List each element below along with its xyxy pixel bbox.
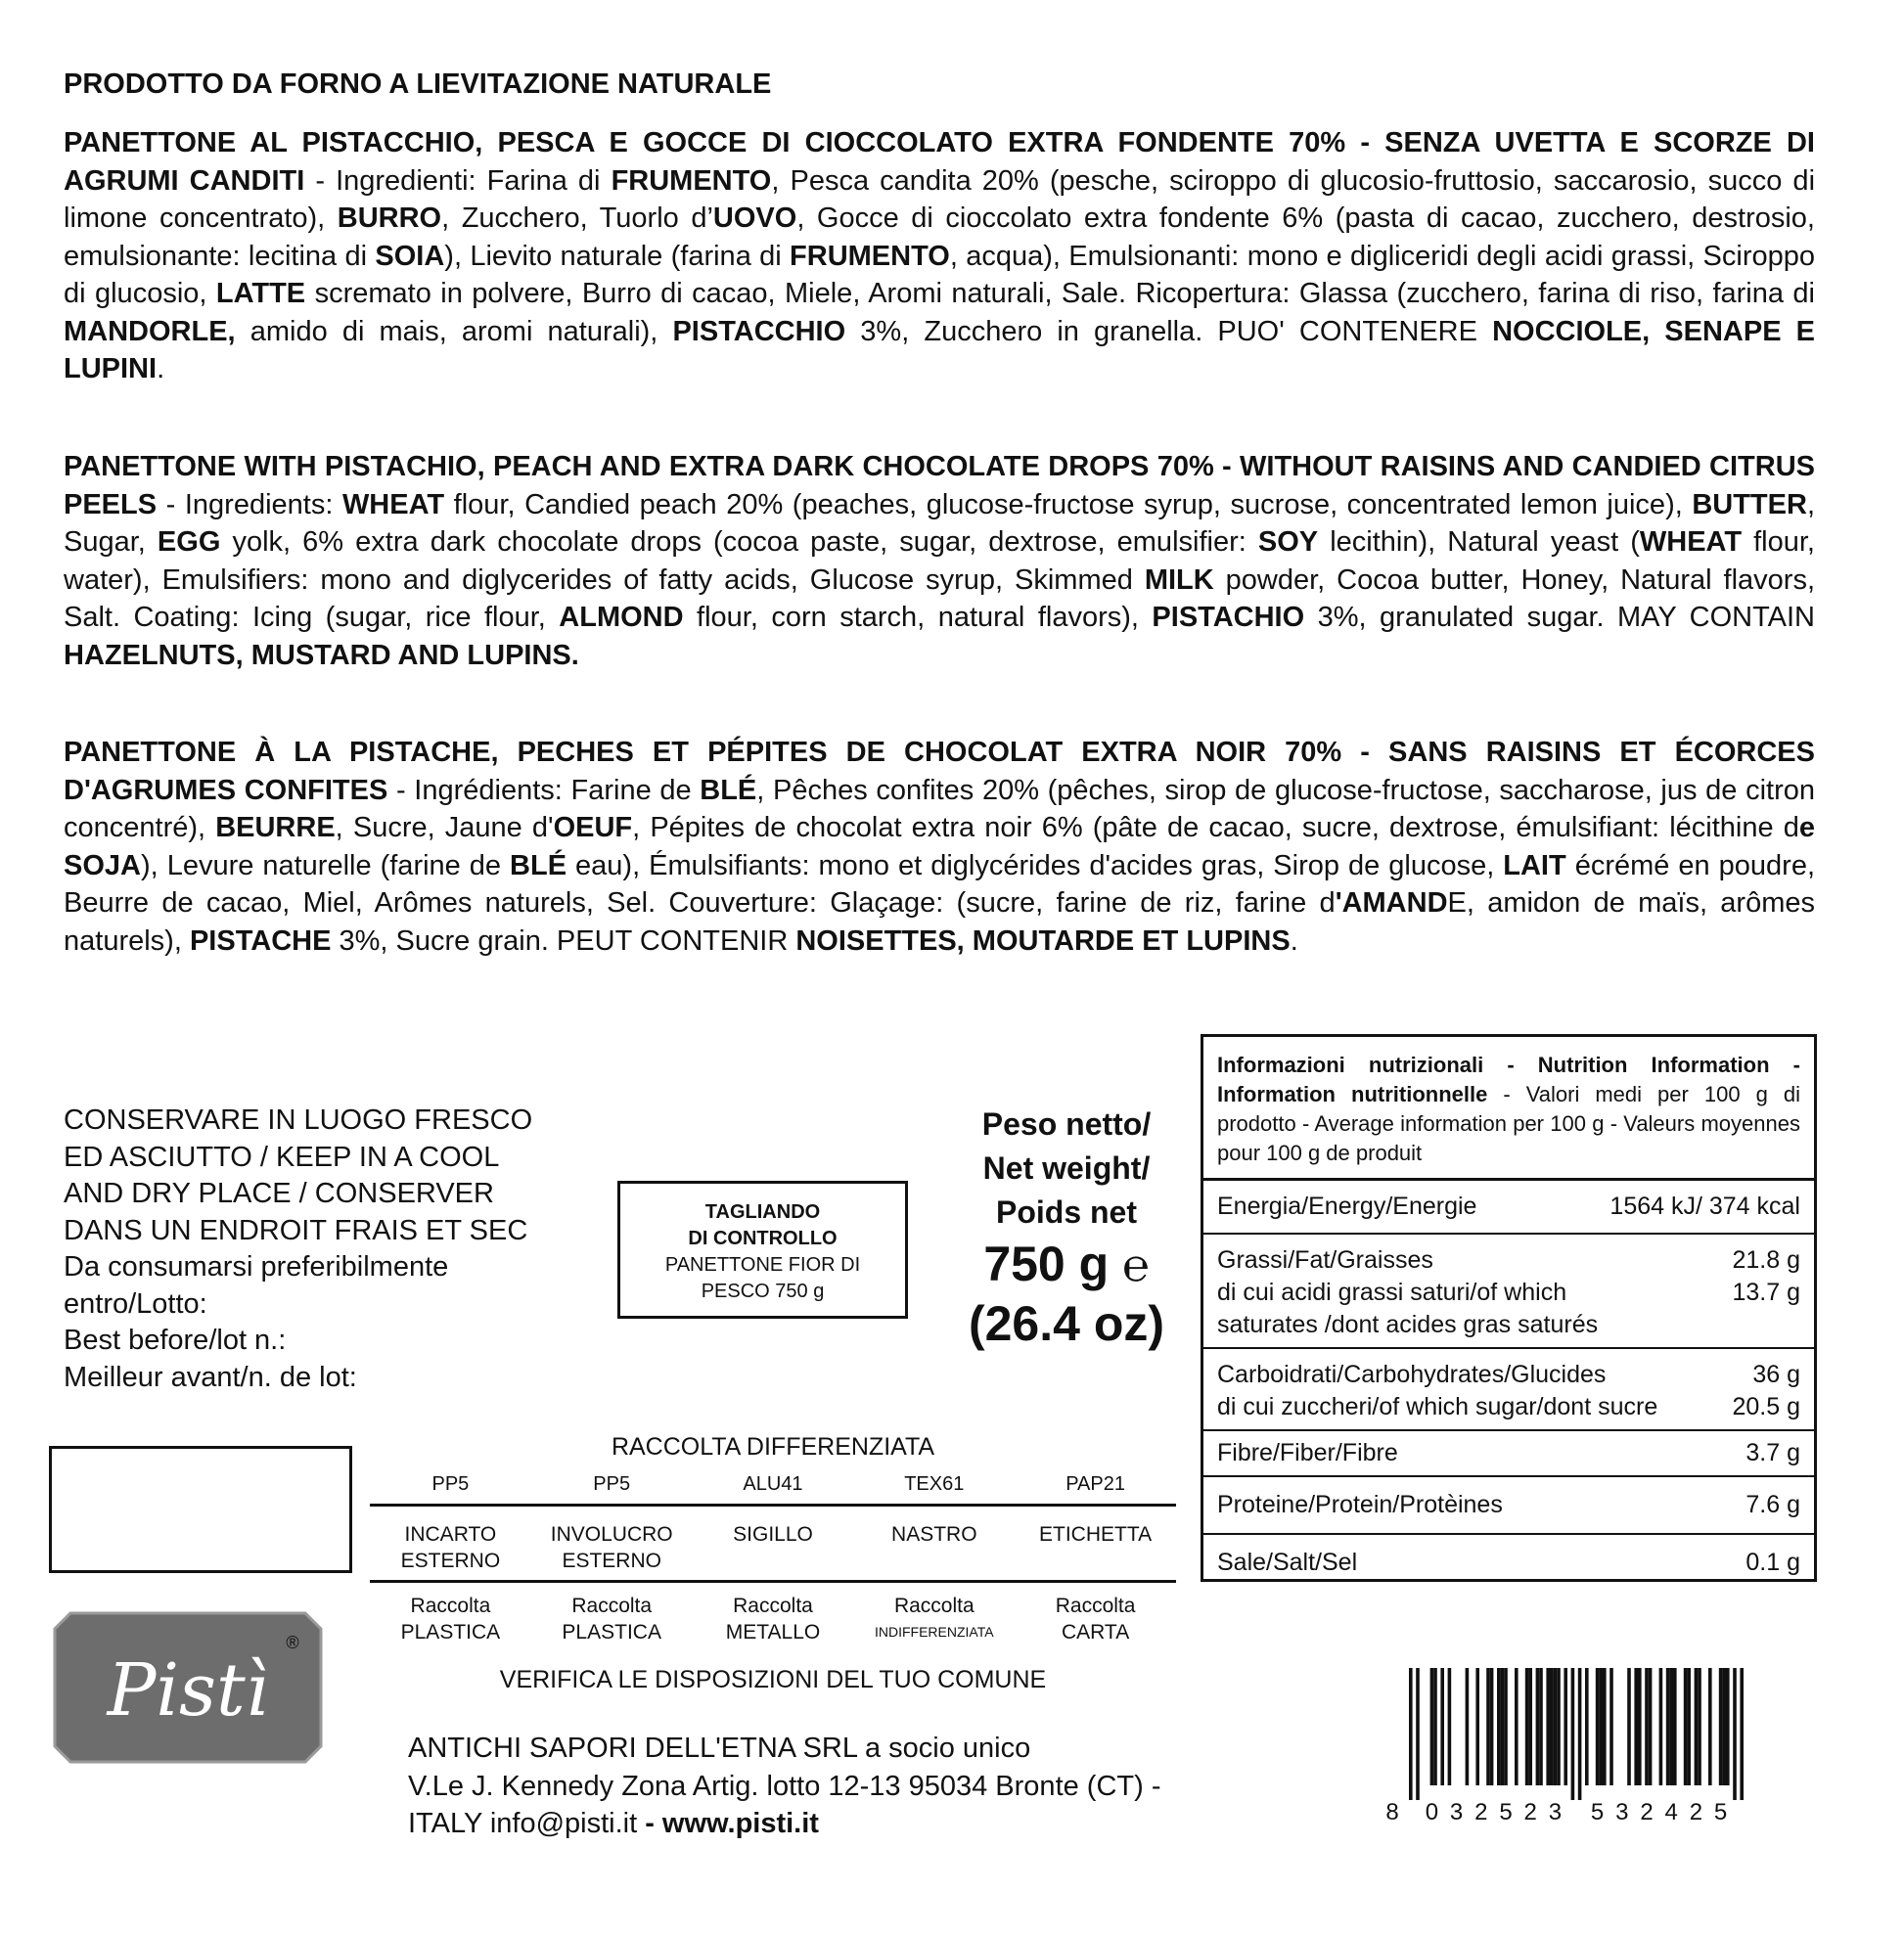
barcode-bar — [1501, 1668, 1505, 1785]
text-segment: - Ingredients: — [157, 488, 342, 520]
text-segment: flour, water), Emulsifiers: mono and diglycerides of fatty acids, Glucose syrup, Skimmed — [64, 526, 1815, 596]
text-segment: 3%, Sucre grain. PEUT CONTENIR — [331, 924, 796, 957]
barcode-bar — [1645, 1668, 1649, 1785]
barcode-bar — [1687, 1668, 1691, 1785]
nutrient-value: 3.7 g — [1745, 1439, 1800, 1466]
recycling-code: ALU41 — [743, 1473, 803, 1495]
type-line: Raccolta — [1055, 1595, 1136, 1617]
nutrient-values — [1745, 1437, 1800, 1469]
nutrient-value: 0.1 g — [1745, 1549, 1800, 1576]
nutrient-value: 7.6 g — [1745, 1491, 1800, 1518]
text-segment: - Valori medi per 100 g di prodotto - Average information per 100 g - Valeurs moyennes pour 100 g de produit — [1217, 1082, 1800, 1165]
recycling-component — [370, 1521, 531, 1580]
bold-segment: FRUMENTO — [611, 164, 772, 197]
best-before-line: entro/Lotto: — [64, 1287, 207, 1320]
bold-segment: OEUF — [553, 812, 633, 843]
bold-segment: FRUMENTO — [790, 240, 950, 272]
storage-line: CONSERVARE IN LUOGO FRESCO — [64, 1104, 533, 1136]
nutrient-label: Energia/Energy/Energie — [1217, 1193, 1477, 1220]
net-weight-label: Net weight/ — [982, 1150, 1151, 1186]
nutrient-labels — [1217, 1191, 1609, 1223]
nutrition-row — [1203, 1349, 1814, 1431]
grams-value: 750 g — [983, 1237, 1110, 1291]
text-segment: , acqua), Emulsionanti: mono e digliceridi degli acidi grassi, Sciroppo di glucosio, — [64, 240, 1815, 309]
barcode-digit: 2 — [1689, 1799, 1703, 1824]
type-line: Raccolta — [410, 1595, 491, 1617]
barcode-bar — [1659, 1668, 1663, 1785]
recycling-type — [693, 1593, 854, 1645]
ean13-barcode — [1375, 1663, 1815, 1824]
recycling-type — [370, 1593, 531, 1645]
recycling-components-row — [370, 1507, 1176, 1583]
barcode-digit: 5 — [1499, 1799, 1513, 1824]
text-segment: scremato in polvere, Burro di cacao, Miele, Aromi naturali, Sale. Ricopertura: Glassa (zucchero, farina di riso, farina di — [305, 278, 1815, 309]
ingredients-italian — [64, 124, 1815, 388]
barcode-bar — [1490, 1668, 1494, 1785]
company-email: ITALY info@pisti.it — [408, 1808, 646, 1839]
type-line: Raccolta — [893, 1595, 975, 1617]
text-segment: ), Lievito naturale (farina di — [444, 240, 791, 272]
bold-segment: SOIA — [375, 240, 445, 272]
text-segment: lecithin), Natural yeast ( — [1318, 526, 1640, 558]
nutrient-values — [1745, 1489, 1800, 1521]
bold-segment: MILK — [1144, 563, 1214, 596]
bold-segment: SOY — [1257, 526, 1319, 558]
nutrient-value: 20.5 g — [1732, 1393, 1800, 1420]
text-segment: yolk, 6% extra dark chocolate drops (cocoa paste, sugar, dextrose, emulsifier: — [220, 526, 1258, 558]
barcode-bar — [1708, 1668, 1712, 1785]
nutrition-row — [1203, 1535, 1814, 1585]
best-before-line: Meilleur avant/n. de lot: — [64, 1361, 357, 1393]
recycling-type — [531, 1593, 693, 1645]
nutrition-header — [1203, 1037, 1814, 1181]
storage-line: AND DRY PLACE / CONSERVER — [64, 1178, 494, 1209]
barcode-bar — [1649, 1668, 1653, 1785]
barcode-bar — [1666, 1668, 1670, 1785]
nutrition-table — [1201, 1034, 1817, 1582]
barcode-bar — [1698, 1668, 1701, 1785]
recycling-code: PAP21 — [1065, 1473, 1125, 1495]
text-segment: eau), Émulsifiants: mono et diglycérides d'acides gras, Sirop de glucose, — [567, 849, 1504, 881]
bold-segment: HAZELNUTS, MUSTARD AND LUPINS. — [64, 639, 579, 671]
bold-segment: LAIT — [1503, 849, 1566, 881]
recycling-type — [1015, 1593, 1176, 1645]
recycling-title: RACCOLTA DIFFERENZIATA — [611, 1433, 935, 1461]
nutrient-values — [1745, 1547, 1800, 1579]
text-segment: , Pesca candita 20% (pesche, sciroppo di glucosio-fruttosio, saccarosio, succo di limone concentrato), — [64, 164, 1816, 234]
bold-segment: BEURRE — [215, 812, 336, 843]
bold-segment: BURRO — [337, 203, 442, 234]
nutrient-values — [1732, 1244, 1800, 1341]
barcode-digit: 5 — [1590, 1799, 1605, 1824]
company-info — [408, 1730, 1161, 1843]
component-line: ESTERNO — [562, 1550, 661, 1572]
barcode-bar — [1440, 1668, 1444, 1785]
type-line: Raccolta — [571, 1595, 653, 1617]
barcode-bar — [1603, 1668, 1607, 1785]
barcode-bar — [1554, 1668, 1558, 1785]
logo-text: Pistì — [107, 1648, 269, 1733]
bold-segment: e SOJA — [64, 812, 1815, 881]
company-name: ANTICHI SAPORI DELL'ETNA SRL a socio unico — [408, 1733, 1031, 1764]
type-line: CARTA — [1061, 1621, 1130, 1644]
barcode-digit: 2 — [1640, 1799, 1654, 1824]
bold-segment: BUTTER — [1692, 488, 1807, 520]
text-segment: écrémé en poudre, Beurre de cacao, Miel, Arômes naturels, Sel. Couverture: Glaçage: (sucre, farine de riz, farine d — [64, 849, 1815, 919]
text-segment: ), Levure naturelle (farine de — [140, 849, 511, 881]
barcode-bar — [1448, 1668, 1452, 1785]
barcode-bar — [1722, 1668, 1726, 1785]
barcode-bar — [1557, 1668, 1561, 1785]
bold-segment: EGG — [157, 526, 221, 558]
recycling-component — [853, 1521, 1015, 1580]
nutrient-label: Proteine/Protein/Protèines — [1217, 1491, 1503, 1518]
nutrient-value: 36 g — [1752, 1361, 1800, 1388]
barcode-bar — [1627, 1668, 1631, 1785]
text-segment: , Zucchero, Tuorlo d’ — [441, 203, 713, 234]
type-line: PLASTICA — [400, 1621, 501, 1644]
barcode-bar — [1578, 1668, 1582, 1800]
recycling-code: PP5 — [593, 1473, 631, 1495]
text-segment: flour, corn starch, natural flavors), — [683, 602, 1153, 633]
barcode-digit: 2 — [1474, 1799, 1488, 1824]
registered-mark: ® — [286, 1633, 299, 1652]
bold-segment: BLÉ — [510, 849, 567, 881]
barcode-bar — [1416, 1668, 1420, 1800]
text-segment: , Pêches confites 20% (pêches, sirop de glucose-fructose, saccharose, jus de citron concentré), — [64, 774, 1815, 843]
nutrient-label: Carboidrati/Carbohydrates/Glucides — [1217, 1361, 1607, 1388]
type-line: Raccolta — [733, 1595, 813, 1617]
nutrient-labels — [1217, 1547, 1745, 1579]
nutrient-labels — [1217, 1489, 1745, 1521]
barcode-bar — [1571, 1668, 1575, 1800]
text-segment: 3%, granulated sugar. MAY CONTAIN — [1304, 602, 1815, 633]
nutrient-label: di cui acidi grassi saturi/of which — [1217, 1279, 1567, 1306]
recycling-component — [693, 1521, 854, 1580]
text-segment: E, amidon de maïs, arômes naturels), — [64, 887, 1815, 957]
bold-segment: PANETTONE À LA PISTACHE, PECHES ET PÉPITES DE CHOCOLAT EXTRA NOIR 70% - SANS RAISINS ET ÉCORCES D'AGRUMES CONFITES — [64, 737, 1815, 806]
barcode-bar — [1726, 1668, 1730, 1785]
component-line: ETICHETTA — [1039, 1523, 1153, 1546]
text-segment: - Ingredienti: Farina di — [304, 164, 612, 197]
component-line: SIGILLO — [733, 1523, 813, 1546]
barcode-bar — [1599, 1668, 1603, 1785]
barcode-bar — [1504, 1668, 1508, 1785]
nutrition-rows — [1203, 1181, 1814, 1585]
nutrient-value: 21.8 g — [1732, 1246, 1800, 1274]
text-segment: - Ingrédients: Farine de — [387, 774, 701, 806]
bold-segment: LATTE — [215, 278, 306, 309]
component-line: ESTERNO — [400, 1550, 501, 1572]
estimated-sign-icon: ℮ — [1122, 1239, 1150, 1291]
barcode-bar — [1609, 1668, 1613, 1785]
barcode-bar — [1733, 1668, 1737, 1800]
control-title: DI CONTROLLO — [688, 1228, 838, 1249]
barcode-bar — [1539, 1668, 1543, 1785]
bold-segment: WHEAT — [1639, 526, 1743, 558]
nutrient-label: saturates /dont acides gras saturés — [1217, 1311, 1599, 1338]
barcode-bar — [1740, 1668, 1744, 1800]
nutrient-label: Fibre/Fiber/Fibre — [1217, 1439, 1398, 1466]
bold-segment: UOVO — [712, 203, 797, 234]
barcode-bar — [1497, 1668, 1501, 1785]
recycling-types-row — [370, 1583, 1176, 1645]
component-line: INCARTO — [404, 1523, 497, 1546]
product-type-title: PRODOTTO DA FORNO A LIEVITAZIONE NATURALE — [64, 68, 772, 100]
barcode-bar — [1673, 1668, 1677, 1785]
barcode-bar — [1695, 1668, 1699, 1785]
recycling-code: PP5 — [431, 1473, 470, 1495]
nutrient-labels — [1217, 1359, 1732, 1423]
type-line: INDIFFERENZIATA — [874, 1624, 994, 1640]
bold-segment: NOCCIOLE, SENAPE E LUPINI — [64, 315, 1816, 384]
text-segment: , Gocce di cioccolato extra fondente 6% (pasta di cacao, zucchero, destrosio, emulsionante: lecitina di — [64, 203, 1815, 272]
barcode-bar — [1564, 1668, 1567, 1785]
recycling-table — [370, 1464, 1176, 1645]
text-segment: , Sugar, — [64, 488, 1815, 558]
text-segment: , Sucre, Jaune d' — [335, 812, 554, 843]
ingredients-english — [64, 448, 1815, 674]
barcode-bar — [1466, 1668, 1470, 1785]
barcode-bar — [1433, 1668, 1437, 1785]
bold-segment: 'AMAND — [1335, 887, 1448, 919]
barcode-digit: 0 — [1425, 1799, 1439, 1824]
barcode-bar — [1536, 1668, 1540, 1785]
text-segment: 3%, Zucchero in granella. PUO' CONTENERE — [845, 315, 1493, 347]
bold-segment: NOISETTES, MOUTARDE ET LUPINS — [795, 924, 1291, 957]
barcode-bar — [1684, 1668, 1688, 1785]
barcode-bar — [1550, 1668, 1554, 1785]
recycling-codes-row — [370, 1464, 1176, 1507]
control-title: TAGLIANDO — [704, 1201, 821, 1223]
type-line: METALLO — [725, 1621, 821, 1644]
bold-segment: PANETTONE WITH PISTACHIO, PEACH AND EXTRA DARK CHOCOLATE DROPS 70% - WITHOUT RAISINS AND CANDIED CITRUS PEELS — [64, 451, 1815, 520]
nutrient-label: Grassi/Fat/Graisses — [1217, 1246, 1433, 1274]
control-coupon-box — [617, 1181, 908, 1319]
nutrient-label: di cui zuccheri/of which sugar/dont sucre — [1217, 1393, 1658, 1420]
ingredients-french — [64, 734, 1815, 960]
recycling-component — [1015, 1521, 1176, 1580]
text-segment: . — [157, 353, 165, 384]
net-weight — [934, 1103, 1199, 1353]
recycling-code: TEX61 — [904, 1473, 965, 1495]
text-segment: , Pépites de chocolat extra noir 6% (pâte de cacao, sucre, dextrose, émulsifiant: lécithine d — [632, 812, 1799, 843]
barcode-bar — [1525, 1668, 1529, 1785]
barcode-digit: 3 — [1615, 1799, 1629, 1824]
nutrition-row — [1203, 1181, 1814, 1235]
barcode-digit: 3 — [1449, 1799, 1464, 1824]
net-weight-grams — [934, 1235, 1199, 1294]
nutrient-values — [1732, 1359, 1800, 1423]
text-segment: flour, Candied peach 20% (peaches, glucose-fructose syrup, sucrose, concentrated lemon juice), — [444, 488, 1693, 520]
text-segment: amido di mais, aromi naturali), — [235, 315, 673, 347]
barcode-bar — [1430, 1668, 1434, 1785]
barcode-digits — [1385, 1799, 1727, 1824]
barcode-digit: 4 — [1664, 1799, 1678, 1824]
nutrition-row — [1203, 1477, 1814, 1535]
bold-segment: PANETTONE AL PISTACCHIO, PESCA E GOCCE DI CIOCCOLATO EXTRA FONDENTE 70% - SENZA UVETTA E SCORZE DI AGRUMI CANDITI — [64, 127, 1815, 197]
control-product: PESCO 750 g — [701, 1281, 825, 1302]
barcode-bar — [1585, 1668, 1589, 1785]
barcode-bar — [1638, 1668, 1642, 1785]
recycling-type — [853, 1593, 1015, 1645]
net-weight-label: Poids net — [995, 1194, 1137, 1230]
bold-segment: WHEAT — [341, 488, 445, 520]
component-line: NASTRO — [891, 1523, 977, 1546]
component-line: INVOLUCRO — [550, 1523, 673, 1546]
bold-segment: MANDORLE, — [64, 315, 236, 347]
nutrient-label: Sale/Salt/Sel — [1217, 1549, 1358, 1576]
nutrient-labels — [1217, 1244, 1732, 1341]
net-weight-ounces: (26.4 oz) — [968, 1296, 1165, 1351]
nutrient-values — [1609, 1191, 1800, 1223]
recycling-note: VERIFICA LE DISPOSIZIONI DEL TUO COMUNE — [499, 1666, 1047, 1693]
best-before-line: Da consumarsi preferibilmente — [64, 1251, 449, 1283]
barcode-bar — [1475, 1668, 1479, 1785]
barcode-bars — [1409, 1668, 1744, 1800]
bold-segment: PISTACHIO — [1152, 602, 1305, 633]
bold-segment: PISTACCHIO — [672, 315, 846, 347]
barcode-bar — [1515, 1668, 1519, 1785]
net-weight-label: Peso netto/ — [981, 1106, 1152, 1142]
nutrient-value: 13.7 g — [1732, 1279, 1800, 1306]
barcode-bar — [1719, 1668, 1723, 1785]
barcode-bar — [1596, 1668, 1600, 1785]
barcode-bar — [1634, 1668, 1638, 1785]
text-segment: powder, Cocoa butter, Honey, Natural flavors, Salt. Coating: Icing (sugar, rice flour, — [64, 563, 1816, 633]
lot-stamp-box — [49, 1446, 352, 1573]
nutrition-row — [1203, 1431, 1814, 1477]
company-address: V.Le J. Kennedy Zona Artig. lotto 12-13 95034 Bronte (CT) - — [408, 1770, 1161, 1802]
nutrition-row — [1203, 1235, 1814, 1349]
text-segment: . — [1290, 924, 1298, 957]
storage-line: DANS UN ENDROIT FRAIS ET SEC — [64, 1214, 528, 1246]
nutrient-labels — [1217, 1437, 1745, 1469]
type-line: PLASTICA — [562, 1621, 661, 1644]
bold-segment: ALMOND — [559, 602, 684, 633]
barcode-bar — [1528, 1668, 1532, 1785]
storage-line: ED ASCIUTTO / KEEP IN A COOL — [64, 1141, 500, 1173]
bold-segment: Informazioni nutrizionali - Nutrition Information - Information nutritionnelle — [1217, 1053, 1800, 1106]
company-website: - www.pisti.it — [645, 1808, 819, 1839]
nutrient-value: 1564 kJ/ 374 kcal — [1609, 1193, 1800, 1220]
barcode-digit: 3 — [1548, 1799, 1563, 1824]
bold-segment: BLÉ — [700, 774, 757, 806]
barcode-bar — [1669, 1668, 1673, 1785]
barcode-digit: 2 — [1523, 1799, 1537, 1824]
control-product: PANETTONE FIOR DI — [664, 1254, 861, 1276]
barcode-bar — [1409, 1668, 1413, 1800]
company-contact — [408, 1805, 1161, 1843]
bold-segment: PISTACHE — [189, 924, 332, 957]
recycling-component — [531, 1521, 693, 1580]
barcode-bar — [1546, 1668, 1550, 1785]
best-before-line: Best before/lot n.: — [64, 1325, 287, 1356]
barcode-digit: 8 — [1385, 1799, 1399, 1824]
barcode-bar — [1486, 1668, 1490, 1785]
pisti-logo — [51, 1609, 325, 1766]
barcode-digit: 5 — [1713, 1799, 1728, 1824]
storage-instructions — [64, 1103, 612, 1396]
